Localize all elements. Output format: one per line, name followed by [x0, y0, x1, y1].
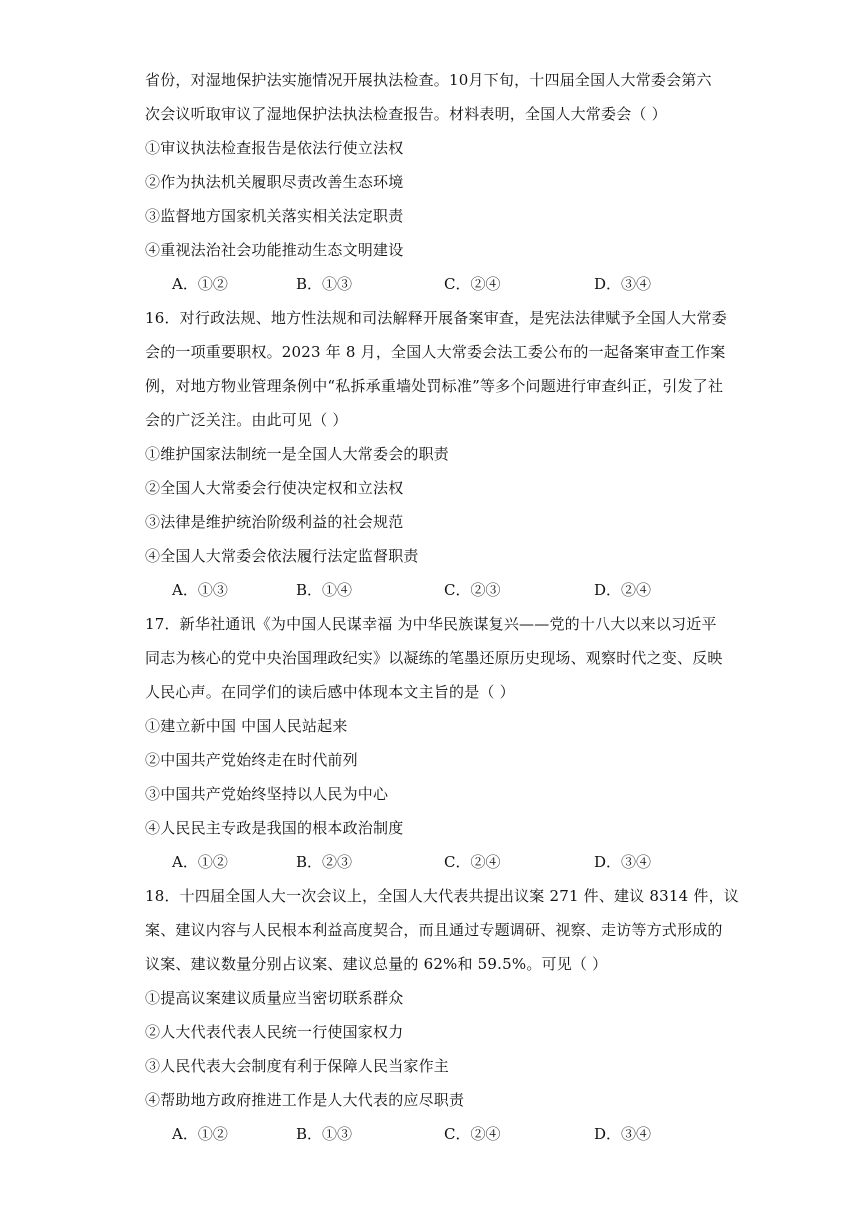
q16-statement-4: ④全国人大常委会依法履行法定监督职责	[145, 547, 419, 565]
q17-statement-1: ①建立新中国 中国人民站起来	[145, 717, 348, 735]
q17-option-a[interactable]: A．①②	[172, 853, 228, 871]
q18-option-b[interactable]: B．①③	[296, 1125, 353, 1143]
q17-option-d[interactable]: D．③④	[594, 853, 652, 871]
q18-option-c[interactable]: C．②④	[444, 1125, 501, 1143]
q16-stem-line-4: 会的广泛关注。由此可见（ ）	[145, 411, 348, 429]
q17-statement-2: ②中国共产党始终走在时代前列	[145, 751, 358, 769]
q18-statement-1: ①提高议案建议质量应当密切联系群众	[145, 989, 404, 1007]
q18-stem-line-1: 18．十四届全国人大一次会议上，全国人大代表共提出议案 271 件、建议 8314 件，议	[145, 887, 739, 905]
q15-option-b[interactable]: B．①③	[296, 275, 353, 293]
q15-statement-2: ②作为执法机关履职尽责改善生态环境	[145, 173, 404, 191]
q16-option-b[interactable]: B．①④	[296, 581, 353, 599]
q17-statement-3: ③中国共产党始终坚持以人民为中心	[145, 785, 389, 803]
q15-option-a[interactable]: A．①②	[172, 275, 228, 293]
q15-options	[172, 274, 772, 294]
q15-option-c[interactable]: C．②④	[444, 275, 501, 293]
q18-options	[172, 1124, 772, 1144]
q15-statement-1: ①审议执法检查报告是依法行使立法权	[145, 139, 404, 157]
q17-options	[172, 852, 772, 872]
q18-stem-line-3: 议案、建议数量分别占议案、建议总量的 62%和 59.5%。可见（ ）	[145, 955, 608, 973]
q18-statement-3: ③人民代表大会制度有利于保障人民当家作主	[145, 1057, 450, 1075]
q18-stem-line-2: 案、建议内容与人民根本利益高度契合，而且通过专题调研、视察、走访等方式形成的	[145, 921, 723, 939]
q17-stem-line-3: 人民心声。在同学们的读后感中体现本文主旨的是（ ）	[145, 683, 515, 701]
q16-option-c[interactable]: C．②③	[444, 581, 501, 599]
q17-option-c[interactable]: C．②④	[444, 853, 501, 871]
q16-stem-line-2: 会的一项重要职权。2023 年 8 月，全国人大常委会法工委公布的一起备案审查工作案	[145, 343, 726, 361]
q16-statement-1: ①维护国家法制统一是全国人大常委会的职责	[145, 445, 450, 463]
q16-statement-2: ②全国人大常委会行使决定权和立法权	[145, 479, 404, 497]
q18-statement-4: ④帮助地方政府推进工作是人大代表的应尽职责	[145, 1091, 465, 1109]
q18-option-a[interactable]: A．①②	[172, 1125, 228, 1143]
q17-stem-line-1: 17．新华社通讯《为中国人民谋幸福 为中华民族谋复兴——党的十八大以来以习近平	[145, 615, 717, 633]
q16-statement-3: ③法律是维护统治阶级利益的社会规范	[145, 513, 404, 531]
q18-option-d[interactable]: D．③④	[594, 1125, 652, 1143]
q17-statement-4: ④人民民主专政是我国的根本政治制度	[145, 819, 404, 837]
q16-option-a[interactable]: A．①③	[172, 581, 228, 599]
q15-stem-line-1: 省份，对湿地保护法实施情况开展执法检查。10月下旬，十四届全国人大常委会第六	[145, 71, 712, 89]
q18-statement-2: ②人大代表代表人民统一行使国家权力	[145, 1023, 404, 1041]
q15-stem-line-2: 次会议听取审议了湿地保护法执法检查报告。材料表明，全国人大常委会（ ）	[145, 105, 667, 123]
q15-statement-3: ③监督地方国家机关落实相关法定职责	[145, 207, 404, 225]
q16-options	[172, 580, 772, 600]
q16-stem-line-3: 例，对地方物业管理条例中“私拆承重墙处罚标准”等多个问题进行审查纠正，引发了社	[145, 377, 724, 395]
q16-stem-line-1: 16．对行政法规、地方性法规和司法解释开展备案审查，是宪法法律赋予全国人大常委	[145, 309, 727, 327]
q17-stem-line-2: 同志为核心的党中央治国理政纪实》以凝练的笔墨还原历史现场、观察时代之变、反映	[145, 649, 723, 667]
q15-statement-4: ④重视法治社会功能推动生态文明建设	[145, 241, 404, 259]
q17-option-b[interactable]: B．②③	[296, 853, 353, 871]
q16-option-d[interactable]: D．②④	[594, 581, 652, 599]
q15-option-d[interactable]: D．③④	[594, 275, 652, 293]
